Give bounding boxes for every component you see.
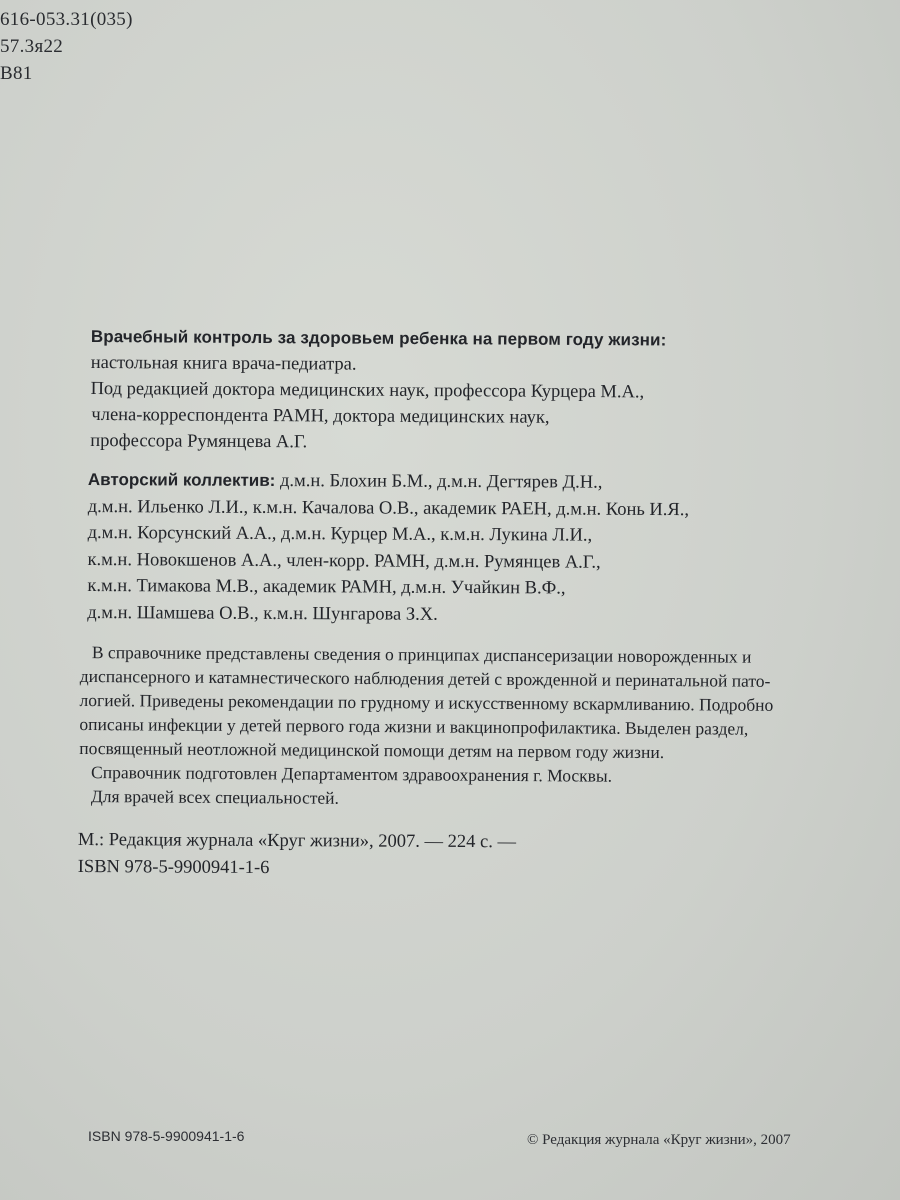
authors-line	[88, 467, 868, 498]
authors-line: д.м.н. Корсунский А.А., д.м.н. Курцер М.А., к.м.н. Лукина Л.И.,	[87, 522, 593, 546]
annotation-line: Справочник подготовлен Департаментом здравоохранения г. Москвы.	[91, 762, 613, 786]
editor-line: Под редакцией доктора медицинских наук, профессора Курцера М.А.,	[90, 378, 645, 403]
annotation-line: В справочнике представлены сведения о принципах диспансеризации новорожденных и	[91, 642, 752, 667]
editor-line: члена-корреспондента РАМН, доктора медицинских наук,	[91, 405, 550, 428]
isbn-line: ISBN 978-5-9900941-1-6	[77, 856, 270, 879]
book-title: Врачебный контроль за здоровьем ребенка на первом году жизни:	[90, 326, 667, 350]
authors-line: д.м.н. Шамшева О.В., к.м.н. Шунгарова З.Х.	[87, 602, 438, 625]
authors-line: д.м.н. Ильенко Л.И., к.м.н. Качалова О.В., академик РАЕН, д.м.н. Конь И.Я.,	[87, 496, 690, 520]
authors-line: к.м.н. Тимакова М.В., академик РАМН, д.м.н. Учайкин В.Ф.,	[87, 575, 566, 599]
annotation-line: описаны инфекции у детей первого года жизни и вакцинопрофилактика. Выделен раздел,	[79, 713, 749, 739]
footer-copyright: © Редакция журнала «Круг жизни», 2007	[527, 1132, 791, 1148]
editor-line: профессора Румянцева А.Г.	[90, 430, 308, 453]
bbk-code: 57.3я22	[0, 36, 64, 57]
imprint-block	[78, 827, 516, 883]
book-subtitle: настольная книга врача-педиатра.	[90, 352, 357, 375]
authors-line: к.м.н. Новокшенов А.А., член-корр. РАМН, д.м.н. Румянцев А.Г.,	[87, 549, 601, 573]
authors-block	[87, 467, 868, 630]
annotation-line: Для врачей всех специальностей.	[90, 786, 340, 808]
authors-lead: Авторский коллектив:	[87, 469, 276, 490]
bibliographic-title-block	[90, 324, 851, 459]
annotation-block	[79, 640, 870, 814]
authors-text: д.м.н. Блохин Б.М., д.м.н. Дегтярев Д.Н.,	[275, 470, 603, 493]
annotation-line: логией. Приведены рекомендации по грудному и искусственному вскармливанию. Подробно	[79, 689, 774, 715]
udc-bbk-codes	[0, 6, 133, 87]
annotation-line: диспансерного и катамнестического наблюдения детей с врожденной и перинатальной пато-	[79, 665, 771, 691]
annotation-line: посвященный неотложной медицинской помощи детям на первом году жизни.	[79, 737, 665, 763]
author-mark: В81	[0, 63, 33, 84]
imprint-line: М.: Редакция журнала «Круг жизни», 2007. — 224 с. —	[77, 829, 517, 853]
footer-isbn: ISBN 978-5-9900941-1-6	[88, 1128, 245, 1144]
udc-code: 616-053.31(035)	[0, 9, 133, 30]
